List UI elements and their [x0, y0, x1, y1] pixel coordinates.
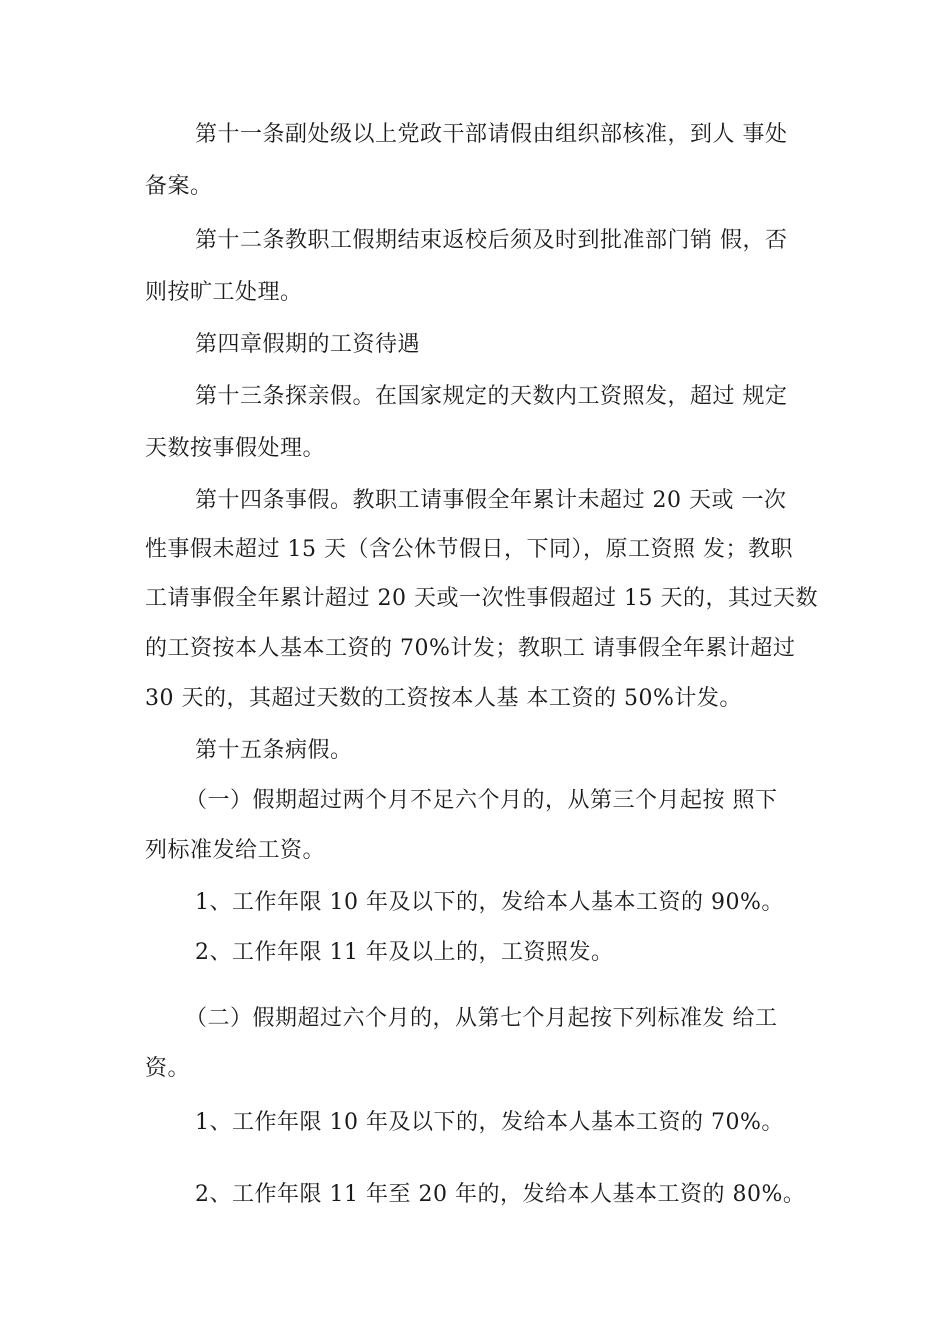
chapter-4-heading: 第四章假期的工资待遇: [195, 332, 421, 357]
article-13-line-1: 第十三条探亲假。在国家规定的天数内工资照发，超过 规定: [195, 384, 788, 409]
article-12-line-2: 则按旷工处理。: [145, 280, 303, 305]
article-14-line-4: 的工资按本人基本工资的 70%计发；教职工 请事假全年累计超过: [145, 636, 796, 661]
article-12-line-1: 第十二条教职工假期结束返校后须及时到批准部门销 假，否: [195, 228, 788, 253]
article-11-line-1: 第十一条副处级以上党政干部请假由组织部核准，到人 事处: [195, 122, 788, 147]
article-14-line-1: 第十四条事假。教职工请事假全年累计未超过 20 天或 一次: [195, 488, 787, 513]
article-11-line-2: 备案。: [145, 174, 213, 199]
article-14-line-3: 工请事假全年累计超过 20 天或一次性事假超过 15 天的，其过天数: [145, 586, 818, 611]
clause-2-line-1: （二）假期超过六个月的，从第七个月起按下列标准发 给工: [185, 1006, 778, 1031]
clause-1-line-1: （一）假期超过两个月不足六个月的，从第三个月起按 照下: [185, 788, 778, 813]
article-13-line-2: 天数按事假处理。: [145, 436, 326, 461]
article-14-line-5: 30 天的，其超过天数的工资按本人基 本工资的 50%计发。: [145, 686, 742, 711]
article-14-line-2: 性事假未超过 15 天（含公休节假日，下同），原工资照 发；教职: [145, 537, 793, 562]
clause-1-item-1: 1、工作年限 10 年及以下的，发给本人基本工资的 90%。: [195, 890, 784, 915]
clause-2-item-1: 1、工作年限 10 年及以下的，发给本人基本工资的 70%。: [195, 1110, 784, 1135]
clause-1-item-2: 2、工作年限 11 年及以上的，工资照发。: [195, 940, 614, 965]
clause-2-line-2: 资。: [145, 1056, 191, 1081]
article-15-heading: 第十五条病假。: [195, 738, 353, 763]
clause-2-item-2: 2、工作年限 11 年至 20 年的，发给本人基本工资的 80%。: [195, 1182, 806, 1207]
clause-1-line-2: 列标准发给工资。: [145, 838, 326, 863]
